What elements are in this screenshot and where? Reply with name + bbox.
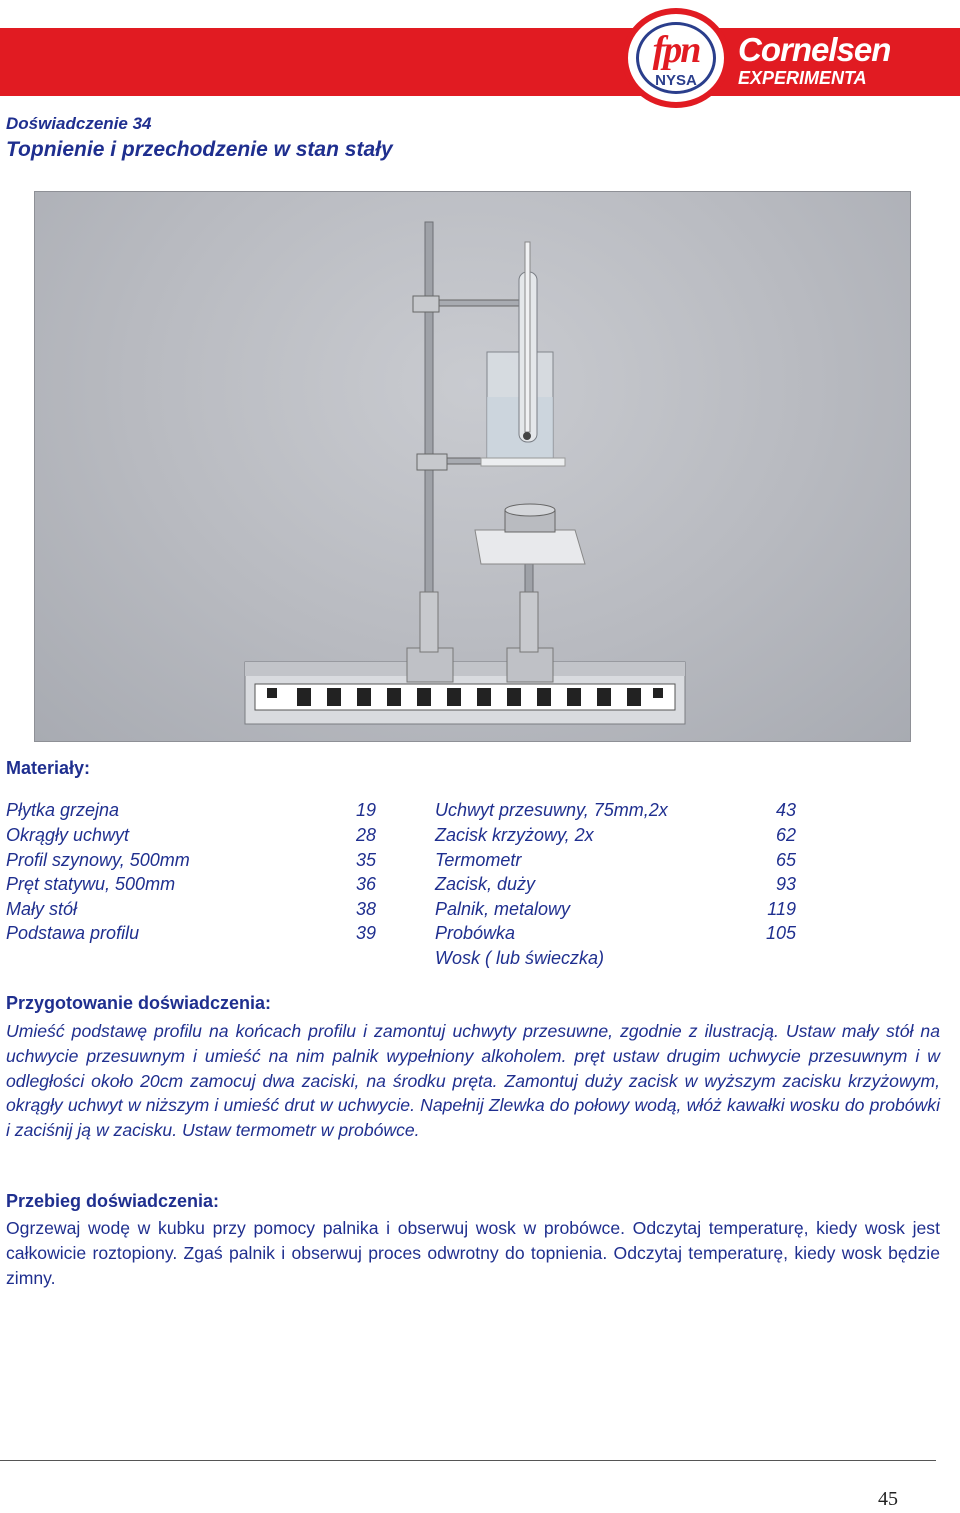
brand-name: Cornelsen [738, 31, 891, 68]
brand-sub: EXPERIMENTA [738, 68, 867, 88]
material-item: Zacisk, duży [435, 874, 536, 894]
material-item: Mały stół [6, 899, 78, 919]
procedure-heading: Przebieg doświadczenia: [6, 1191, 220, 1211]
material-number: 43 [775, 800, 796, 820]
experiment-title: Topnienie i przechodzenie w stan stały [6, 138, 393, 161]
material-item: Profil szynowy, 500mm [6, 850, 190, 870]
material-item: Palnik, metalowy [435, 899, 571, 919]
material-item: Okrągły uchwyt [6, 825, 130, 845]
procedure-text: Ogrzewaj wodę w kubku przy pomocy palnika i obserwuj wosk w probówce. Odczytaj temperaturę, kiedy wosk jest całkowicie roztopiony. Zgaś palnik i obserwuj proces odwrotny do topnienia. Odczytaj temperaturę, kiedy wosk będzie zimny. [6, 1218, 940, 1288]
apparatus-photo [34, 191, 911, 742]
preparation-heading: Przygotowanie doświadczenia: [6, 993, 272, 1013]
material-number: 19 [355, 800, 376, 820]
material-item: Podstawa profilu [6, 923, 140, 943]
footer-divider [0, 1460, 936, 1461]
preparation-text: Umieść podstawę profilu na końcach profilu i zamontuj uchwyty przesuwne, zgodnie z ilustracją. Ustaw mały stół na uchwycie przesuwnym i umieść na nim palnik wypełniony alkoholem. pręt ustaw drugim uchwycie przesuwnym i w odległości około 20cm zamocuj dwa zaciski, na środku pręta. Zamontuj duży zacisk w wyższym zacisku krzyżowym, okrągły uchwyt w niższym i umieść drut w uchwycie. Napełnij Zlewka do połowy wodą, włóż kawałki wosku do probówki i zaciśnij ją w zacisku. Ustaw termometr w probówce. [6, 1021, 940, 1141]
material-item: Zacisk krzyżowy, 2x [435, 825, 594, 845]
material-number: 35 [355, 850, 376, 870]
fpn-logo-mark: fpn [652, 29, 700, 71]
material-number: 65 [775, 850, 796, 870]
material-number: 93 [775, 874, 796, 894]
material-item: Uchwyt przesuwny, 75mm,2x [435, 800, 668, 820]
material-item: Pręt statywu, 500mm [6, 874, 176, 894]
apparatus-illustration [35, 192, 911, 742]
fpn-logo-text: NYSA [655, 72, 697, 89]
material-number: 38 [355, 899, 376, 919]
material-number: 36 [355, 874, 376, 894]
fpn-nysa-logo [622, 8, 730, 108]
material-number: 119 [767, 899, 796, 919]
experiment-number: Doświadczenie 34 [6, 114, 152, 133]
material-number: 105 [765, 923, 796, 943]
materials-heading: Materiały: [6, 758, 91, 778]
material-number: 62 [775, 825, 796, 845]
page-number: 45 [878, 1488, 898, 1510]
cornelsen-logo [738, 32, 938, 88]
material-item: Probówka [435, 923, 516, 943]
material-item: Płytka grzejna [6, 800, 120, 820]
material-item: Wosk ( lub świeczka) [435, 948, 605, 968]
material-item: Termometr [435, 850, 522, 870]
material-number: 39 [355, 923, 376, 943]
material-number: 28 [355, 825, 376, 845]
